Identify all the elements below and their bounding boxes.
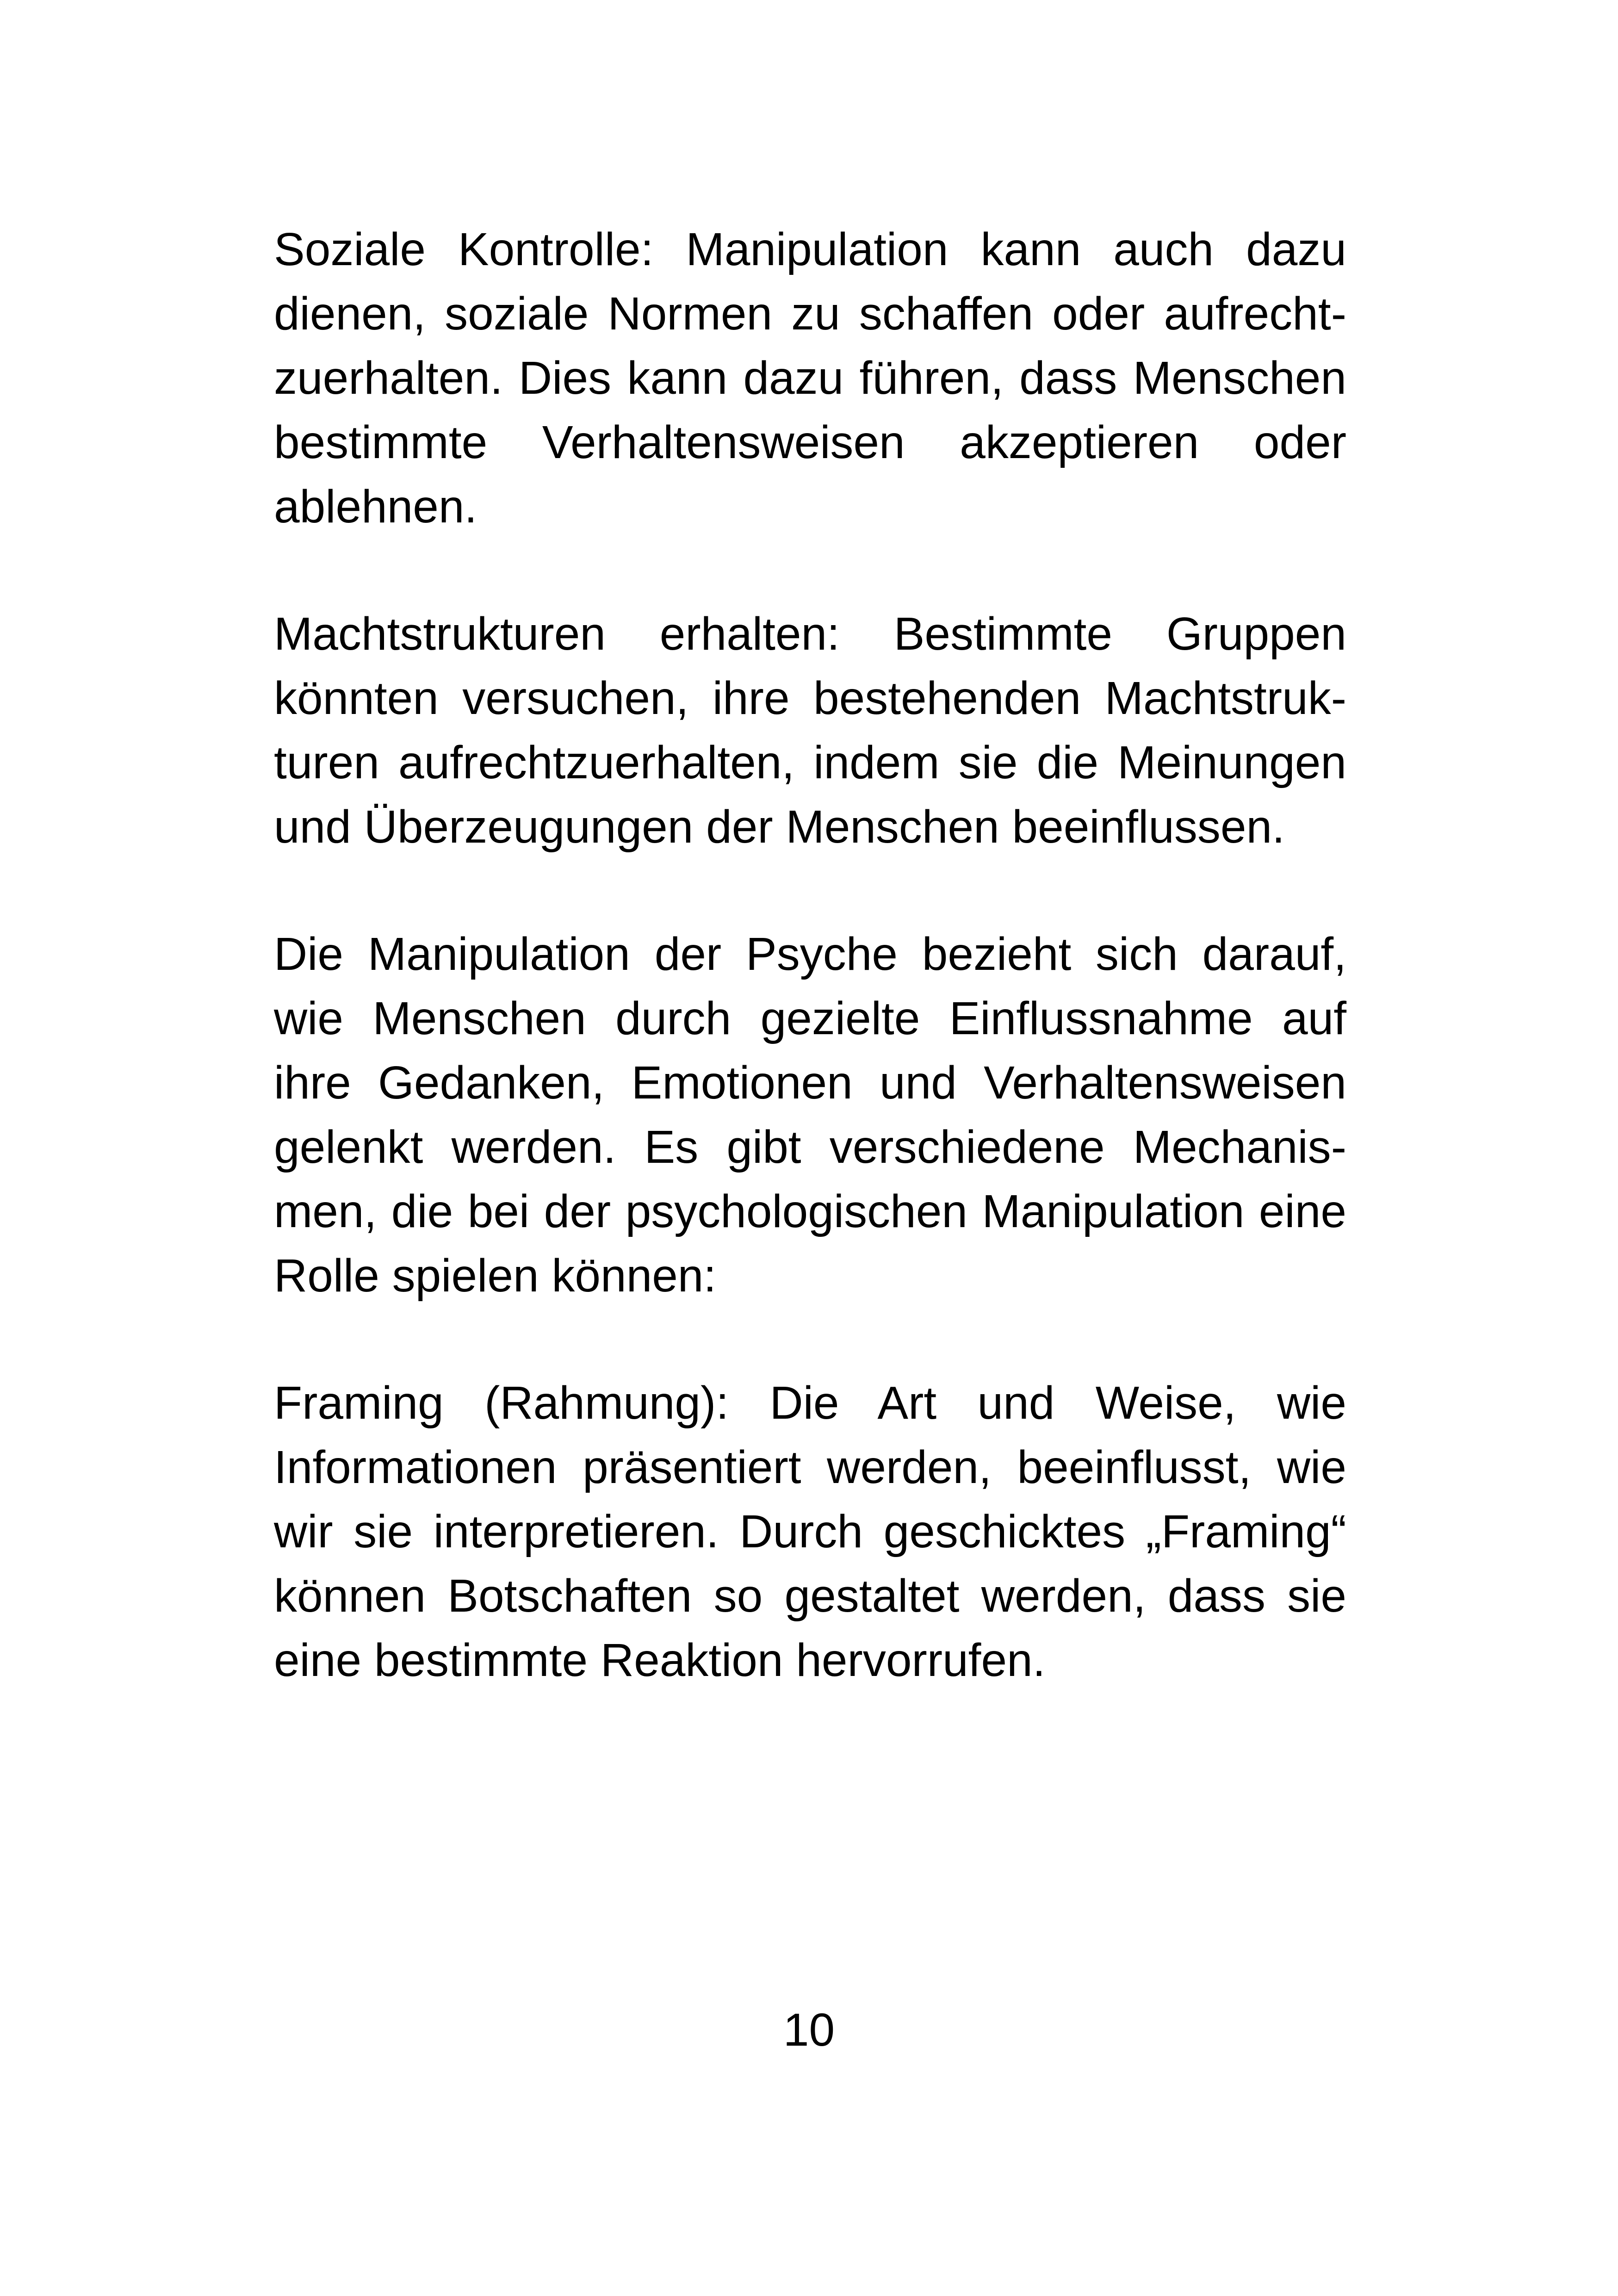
body-text xyxy=(274,217,1346,1756)
paragraph-machtstrukturen: Machtstrukturen erhalten: Bestimmte Gruppen könnten versuchen, ihre bestehenden Machtstrukturen aufrechtzuerhalten, indem sie die Meinungen und Überzeugungen der Menschen beeinflussen. xyxy=(274,608,1346,853)
page-number: 10 xyxy=(783,2004,835,2056)
paragraph-manipulation-der-psyche: Die Manipulation der Psyche bezieht sich darauf, wie Menschen durch gezielte Einflussnahme auf ihre Gedanken, Emotionen und Verhaltensweisen gelenkt werden. Es gibt verschiedene Mechanismen, die bei der psychologischen Manipulation eine Rolle spielen können: xyxy=(274,928,1346,1302)
paragraph-soziale-kontrolle: Soziale Kontrolle: Manipulation kann auch dazu dienen, soziale Normen zu schaffen oder aufrechtzuerhalten. Dies kann dazu führen, dass Menschen bestimmte Verhaltensweisen akzeptieren oder ablehnen. xyxy=(274,223,1346,533)
paragraph-framing: Framing (Rahmung): Die Art und Weise, wie Informationen präsentiert werden, beeinflusst, wie wir sie interpretieren. Durch geschicktes „Framing“ können Botschaften so gestaltet werden, dass sie eine bestimmte Reaktion hervorrufen. xyxy=(274,1377,1346,1686)
